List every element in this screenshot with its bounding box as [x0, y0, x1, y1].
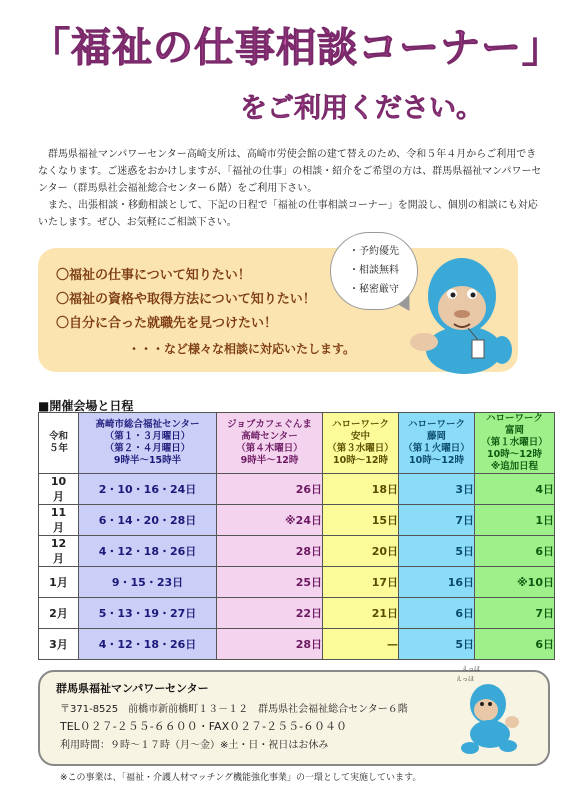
venue-header-jobcafe: ジョブカフェぐんま 高崎センター （第４木曜日） 9時半〜12時 — [217, 413, 323, 474]
date-cell: 5日 — [399, 629, 475, 660]
date-cell: 7日 — [475, 598, 555, 629]
table-row — [39, 598, 555, 629]
table-header-row — [39, 413, 555, 474]
phone-fax-line: TEL０２７-２５５-６６００・FAX０２７-２５５-６０４０ — [60, 720, 348, 733]
page-title: 「福祉の仕事相談コーナー」 — [30, 25, 563, 71]
intro-paragraph-1: 群馬県福祉マンパワーセンター高崎支所は、高崎市労使会館の建て替えのため、令和５年４月からご利用できなくなります。ご迷惑をおかけしますが、「福祉の仕事」の相談・紹介をご希望の方は、群馬県福祉マンパワーセンター（群馬県社会福祉総合センター６階）をご利用下さい。 — [38, 149, 542, 194]
wish-item: 〇福祉の資格や取得方法について知りたい！ — [56, 292, 316, 307]
intro-text — [38, 146, 543, 231]
organization-name: 群馬県福祉マンパワーセンター — [56, 682, 209, 695]
date-cell: 3日 — [399, 474, 475, 505]
table-row — [39, 629, 555, 660]
date-cell: ※10日 — [475, 567, 555, 598]
date-cell: 4日 — [475, 474, 555, 505]
venue-header-hellowork-fujioka: ハローワーク 藤岡 （第１火曜日） 10時〜12時 — [399, 413, 475, 474]
date-cell: 9・15・23日 — [79, 567, 217, 598]
month-header: 令和 ５年 — [39, 413, 79, 474]
bubble-item: ・相談無料 — [349, 265, 399, 276]
date-cell: 6日 — [475, 629, 555, 660]
running-mascot-icon — [448, 660, 528, 760]
month-cell: 2月 — [39, 598, 79, 629]
address-line: 〒371-8525 前橋市新前橋町１３－１２ 群馬県社会福祉総合センター６階 — [60, 704, 408, 715]
date-cell: 25日 — [217, 567, 323, 598]
page-subtitle: をご利用ください。 — [240, 93, 483, 124]
table-row — [39, 536, 555, 567]
date-cell: — — [323, 629, 399, 660]
table-row — [39, 505, 555, 536]
table-row — [39, 474, 555, 505]
date-cell: 15日 — [323, 505, 399, 536]
schedule-table — [38, 412, 555, 660]
bottom-note: ※この事業は、「福祉・介護人材マッチング機能強化事業」の一環として実施しています。 — [60, 773, 422, 783]
date-cell: 5日 — [399, 536, 475, 567]
venue-header-takasaki-welfare: 高崎市総合福祉センター （第１・３月曜日） （第２・４月曜日） 9時半〜15時半 — [79, 413, 217, 474]
date-cell: ※24日 — [217, 505, 323, 536]
bubble-item: ・予約優先 — [349, 246, 399, 257]
date-cell: 26日 — [217, 474, 323, 505]
date-cell: 6・14・20・28日 — [79, 505, 217, 536]
month-cell: 1月 — [39, 567, 79, 598]
wish-note: ・・・など様々な相談に対応いたします。 — [128, 342, 356, 356]
date-cell: 4・12・18・26日 — [79, 536, 217, 567]
bubble-item: ・秘密厳守 — [349, 284, 399, 295]
wish-item: 〇福祉の仕事について知りたい！ — [56, 268, 251, 283]
month-cell: 10 月 — [39, 474, 79, 505]
date-cell: 18日 — [323, 474, 399, 505]
intro-paragraph-2: また、出張相談・移動相談として、下記の日程で「福祉の仕事相談コーナー」を開設し、個別の相談にも対応いたします。ぜひ、お気軽にご相談下さい。 — [38, 200, 538, 228]
venue-header-hellowork-annaka: ハローワーク 安中 （第３水曜日） 10時〜12時 — [323, 413, 399, 474]
date-cell: 1日 — [475, 505, 555, 536]
date-cell: 28日 — [217, 629, 323, 660]
ehho-text: えっほ — [462, 666, 481, 673]
date-cell: 4・12・18・26日 — [79, 629, 217, 660]
month-cell: 3月 — [39, 629, 79, 660]
date-cell: 22日 — [217, 598, 323, 629]
date-cell: 2・10・16・24日 — [79, 474, 217, 505]
date-cell: 5・13・19・27日 — [79, 598, 217, 629]
hours-line: 利用時間：９時〜１７時（月〜金）※土・日・祝日はお休み — [60, 740, 329, 751]
date-cell: 16日 — [399, 567, 475, 598]
date-cell: 6日 — [399, 598, 475, 629]
gorilla-mascot-icon — [398, 246, 518, 374]
date-cell: 21日 — [323, 598, 399, 629]
venue-header-hellowork-tomioka: ハローワーク 富岡 （第１水曜日） 10時〜12時 ※追加日程 — [475, 413, 555, 474]
wish-list — [56, 264, 316, 336]
date-cell: 20日 — [323, 536, 399, 567]
month-cell: 11 月 — [39, 505, 79, 536]
wish-item: 〇自分に合った就職先を見つけたい！ — [56, 316, 278, 331]
date-cell: 6日 — [475, 536, 555, 567]
schedule-section-title: ■開催会場と日程 — [38, 399, 134, 413]
date-cell: 28日 — [217, 536, 323, 567]
date-cell: 7日 — [399, 505, 475, 536]
ehho-text: えっほ — [456, 676, 475, 683]
month-cell: 12 月 — [39, 536, 79, 567]
date-cell: 17日 — [323, 567, 399, 598]
table-row — [39, 567, 555, 598]
